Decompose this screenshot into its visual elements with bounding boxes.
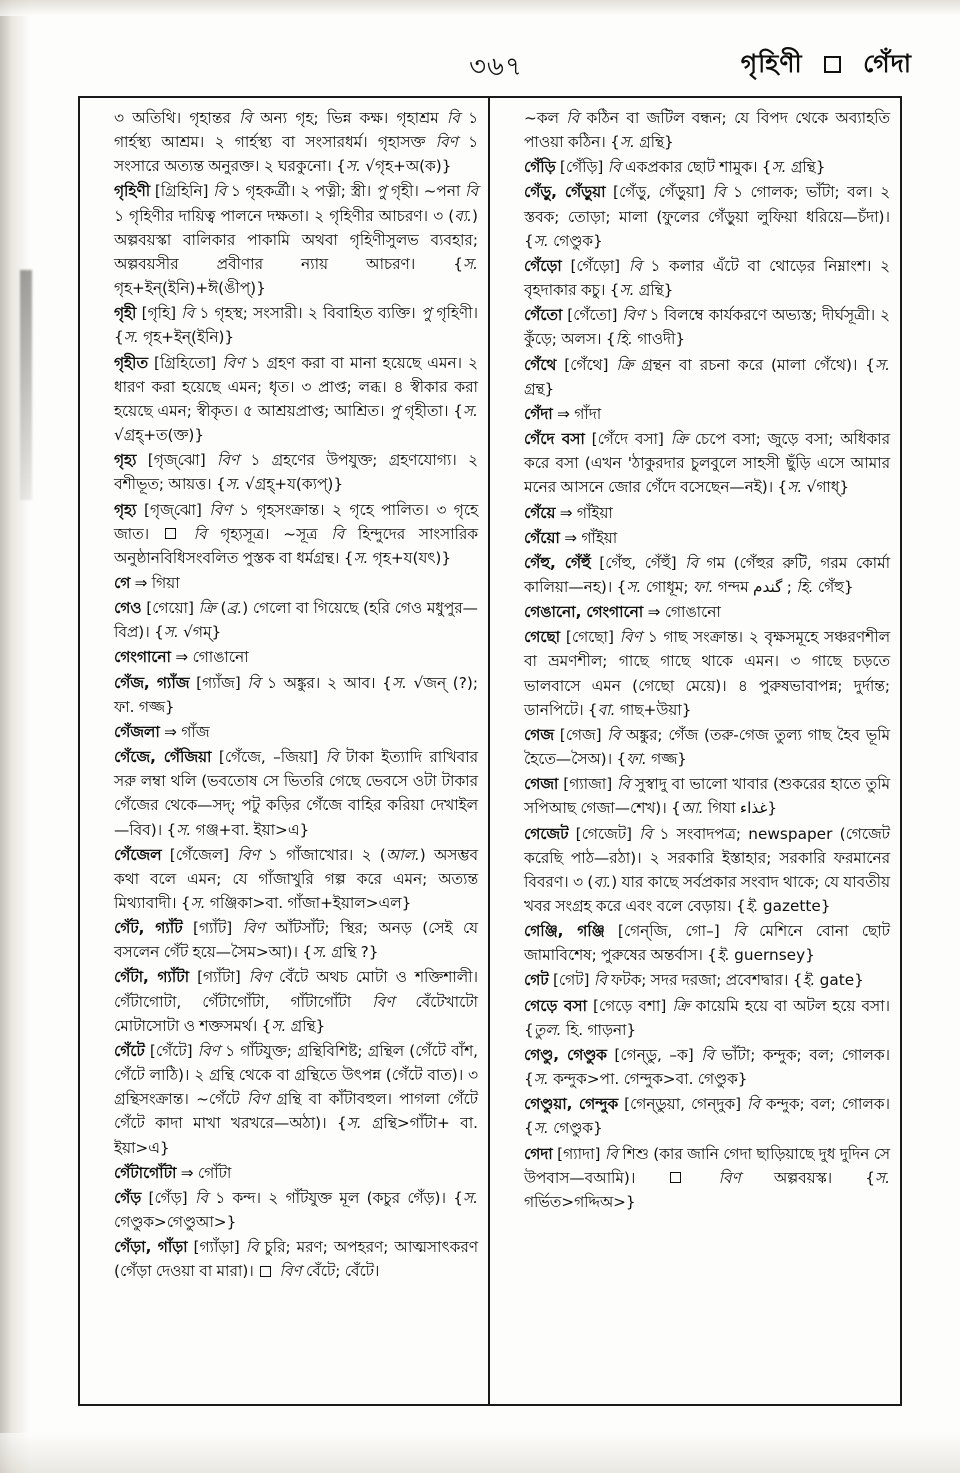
dictionary-entry: গেঁড়ু, গেঁড়ুয়া [গেঁড়ু, গেঁড়ুয়া] বি ১ গোলক; ভাঁটা; বল। ২ স্তবক; তোড়া; মালা (ফুলের গেঁড়ুয়া লুফিয়া ধরিয়ে—চঁদা)। {স. গেণ্ডুক}	[524, 183, 891, 250]
dictionary-entry: গেঁজেল [গেঁজেল] বিণ ১ গাঁজাখোর। ২ (আল.) অসম্ভব কথা বলে এমন; যে গাঁজাখুরি গল্প করে এমন; অত্যন্ত মিথ্যাবাদী। {স. গঞ্জিকা>বা. গাঁজা+ইয়াল>এল}	[114, 845, 479, 912]
dictionary-entry: গেঁদে বসা [গেঁদে বসা] ক্রি চেপে বসা; জুড়ে বসা; অধিকার করে বসা (এখন 'ঠাকুরদার চুলবুলে সাহসী ছুঁড়ি এসে আমার মনের আসনে জোর গেঁদে বসেছেন—নই)। {স. √গাধ্}	[524, 430, 891, 497]
dictionary-entry: গে ⇒ গিয়া	[114, 573, 180, 592]
page-number: ৩৬৭	[469, 52, 523, 82]
dictionary-entry: গেঁয়ে ⇒ গাঁইয়া	[524, 503, 613, 522]
dictionary-entry: গেঁড়ি [গেঁড়ি] বি একপ্রকার ছোট শামুক। {স. গ্রন্থি}	[524, 158, 826, 177]
dictionary-entry: গেংগানো ⇒ গোঙানো	[114, 648, 249, 667]
dictionary-entry: ৩ অতিথি। গৃহান্তর বি অন্য গৃহ; ভিন্ন কক্ষ। গৃহাশ্রম বি ১ গার্হস্থ্য আশ্রম। ২ গার্হস্থ্য বা সংসারধর্ম। গৃহাসক্ত বিণ ১ সংসারে অত্যন্ত অনুরক্ত। ২ ঘরকুনো। {স. √গৃহ+অ(ক)}	[114, 109, 479, 176]
dictionary-entry: গেঁড়ো [গেঁড়ো] বি ১ কলার এঁটে বা থোড়ের নিম্নাংশ। ২ বৃহদাকার কচু। {স. গ্রন্থি}	[524, 256, 890, 300]
dictionary-entry: গৃহিণী [গ্রিহিনি] বি ১ গৃহকর্ত্রী। ২ পত্নী; স্ত্রী। পু গৃহী। ~পনা বি ১ গৃহিণীর দায়িত্ব পালনে দক্ষতা। ২ গৃহিণীর আচরণ। ৩ (ব্য.) অল্পবয়স্কা বালিকার পাকামি অথবা গৃহিণীসুলভ ব্যবহার; অল্পবয়সীর প্রবীণার ন্যায় আচরণ। {স. গৃহ+ইন্(ইনি)+ঈ(ঙীপ্)}	[114, 182, 478, 298]
dictionary-entry: গেদা [গ্যাদা] বি শিশু (কার জানি গেদা ছাড়িয়াছে দুধ দুদিন সে উপবাস—বআমি)। বিণ অল্পবয়স্ক। {স. গর্ভিত>গদ্দিঅ>}	[524, 1144, 891, 1211]
column-right	[490, 98, 900, 1404]
dictionary-entry: গেঁতো [গেঁতো] বিণ ১ বিলম্বে কার্যকরণে অভ্যস্ত; দীর্ঘসূত্রী। ২ কুঁড়ে; অলস। {হি. গাওদী}	[524, 306, 890, 349]
dictionary-entry: গৃহীত [গ্রিহিতো] বিণ ১ গ্রহণ করা বা মানা হয়েছে এমন। ২ ধারণ করা হয়েছে এমন; ধৃত। ৩ প্রাপ্ত; লব্ধ। ৪ স্বীকার করা হয়েছে এমন; স্বীকৃত। ৫ আশ্রয়প্রাপ্ত; আশ্রিত। পু গৃহীতা। {স. √গ্রহ্+ত(ক্ত)}	[114, 353, 478, 445]
running-head	[741, 44, 912, 87]
dictionary-entry: গেঁটে [গেঁটে] বিণ ১ গাঁটযুক্ত; গ্রন্থিবিশিষ্ট; গ্রন্থিল (গেঁটে বাঁশ, গেঁটে লাঠি)। ২ গ্রন্থি থেকে বা গ্রন্থিতে উৎপন্ন (গেঁটে বাত)। ৩ গ্রন্থিসংক্রান্ত। ~গেঁটে বিণ গ্রন্থি বা কাঁটাবহুল। পাগলা গেঁটে গেঁটে কাদা মাখা খরখরে—অঠা)। {স. গ্রন্থি>গাঁটা+ বা. ইয়া>এ}	[114, 1041, 478, 1157]
dictionary-entry: ~কল বি কঠিন বা জটিল বন্ধন; যে বিপদ থেকে অব্যাহতি পাওয়া কঠিন। {স. গ্রন্থি}	[524, 109, 890, 152]
square-box-icon	[824, 56, 841, 73]
dictionary-entry: গেঙানো, গেংগানো ⇒ গোঙানো	[524, 603, 721, 622]
dictionary-entry: গেঁটা, গ্যাঁটা [গ্যাঁটা] বিণ বেঁটে অথচ মোটা ও শক্তিশালী। গেঁটাগোটা, গেঁটাগোঁটা, গাঁটাগোঁটা বিণ বেঁটেখাটো মোটাসোটা ও শক্তসমর্থ। {স. গ্রন্থি}	[114, 968, 478, 1035]
two-column-body	[78, 96, 902, 1406]
dictionary-entry: গেঁজ, গ্যাঁজ [গ্যাঁজ] বি ১ অঙ্কুর। ২ আব। {স. √জন্ (?); ফা. গজ্জ}	[114, 673, 478, 716]
dictionary-entry: গেঁথে [গেঁথে] ক্রি গ্রন্থন বা রচনা করে (মালা গেঁথে)। {স. গ্রন্থ}	[524, 355, 890, 398]
dictionary-entry: গেঁটাগোঁটা ⇒ গোঁটা	[114, 1163, 232, 1182]
dictionary-entry: গেঁড়া, গাঁড়া [গ্যাঁড়া] বি চুরি; মরণ; অপহরণ; আত্মসাৎকরণ (গেঁড়া দেওয়া বা মারা)। বিণ বেঁটে; বেঁটে।	[114, 1238, 478, 1281]
dictionary-entry: গেঞ্জি, গঞ্জি [গেন্‌জি, গো–] বি মেশিনে বোনা ছোট জামাবিশেষ; পুরুষের অন্তর্বাস। {ই. guernsey}	[524, 922, 890, 965]
dictionary-entry: গেড়ে বসা [গেড়ে বশা] ক্রি কায়েমি হয়ে বা অটল হয়ে বসা। {তুল. হি. গাড়না}	[524, 996, 891, 1039]
dictionary-entry: গেঁদা ⇒ গাঁদা	[524, 404, 602, 423]
dictionary-entry: গৃহ্য [গৃজ্‌ঝো] বিণ ১ গ্রহণের উপযুক্ত; গ্রহণযোগ্য। ২ বশীভূত; আয়ত্ত। {স. √গ্রহ্+য(ক্যপ্)}	[114, 451, 479, 494]
dictionary-entry: গেণ্ডু, গেণ্ডুক [গেন্‌ডু, –ক] বি ভাঁটা; কন্দুক; বল; গোলক। {স. কন্দুক>পা. গেন্দুক>বা. গেণ্ডুক}	[524, 1045, 890, 1089]
dictionary-entry: গেঁয়ো ⇒ গাঁইয়া	[524, 528, 618, 547]
dictionary-entry: গেঁজলা ⇒ গাঁজ	[114, 722, 210, 741]
scan-edge-top	[0, 0, 960, 16]
dictionary-entry: গেজেট [গেজেট] বি ১ সংবাদপত্র; newspaper (গেজেট করেছি পাঠ—রঠা)। ২ সরকারি ইস্তাহার; সরকারি ফরমানের বিবরণ। ৩ (ব্য.) যার কাছে সর্বপ্রকার সংবাদ থাকে; যে যাবতীয় খবর সংগ্রহ করে এবং বলে বেড়ায়। {ই. gazette}	[524, 824, 891, 915]
column-left	[80, 98, 490, 1404]
scan-artifact	[20, 270, 32, 500]
dictionary-entry: গেঁট, গ্যাঁট [গ্যাঁট] বিণ আঁটসাঁট; স্থির; অনড় (সেই যে বসলেন গেঁট হয়ে—সৈম>আ)। {স. গ্রন্থি ?}	[114, 919, 478, 962]
dictionary-entry: গেণ্ডুয়া, গেন্দুক [গেন্‌ডুয়া, গেন্‌দুক] বি কন্দুক; বল; গোলক। {স. গেণ্ডুক}	[524, 1095, 890, 1138]
dictionary-entry: গেঁড় [গেঁড়] বি ১ কন্দ। ২ গাঁটযুক্ত মূল (কচুর গেঁড়)। {স. গেণ্ডুক>গেণ্ডুআ>}	[114, 1188, 478, 1232]
running-head-left: গৃহিণী	[740, 49, 803, 78]
scan-edge-bottom	[0, 1433, 960, 1473]
dictionary-entry: গেছো [গেছো] বিণ ১ গাছ সংক্রান্ত। ২ বৃক্ষসমূহে সঞ্চরণশীল বা ভ্রমণশীল; গাছে গাছে থাকে এমন। ৩ গাছে চড়তে ভালবাসে এমন (গেছো মেয়ে)। ৪ পুরুষভাবাপন্ন; দুর্দান্ত; ডানপিটে। {বা. গাছ+উয়া}	[524, 628, 891, 719]
running-head-right: গেঁদা	[863, 49, 912, 78]
dictionary-entry: গৃহ্য [গৃজ্‌ঝো] বিণ ১ গৃহসংক্রান্ত। ২ গৃহে পালিত। ৩ গৃহে জাত। বি গৃহ্যসূত্র। ~সূত্র বি হিন্দুদের সাংসারিক অনুষ্ঠানবিধিসংবলিত পুস্তক বা ধর্মগ্রন্থ। {স. গৃহ+য(যৎ)}	[114, 500, 479, 567]
dictionary-entry: গেজা [গ্যাজা] বি সুস্বাদু বা ভালো খাবার (শুকরের হাতে তুমি সপিআছ গেজা—শেখ)। {আ. গিযা غذاء}	[524, 775, 890, 818]
dictionary-entry: গেও [গেয়ো] ক্রি (ব্র.) গেলো বা গিয়েছে (হরি গেও মধুপুর—বিপ্র)। {স. √গম্}	[114, 599, 478, 642]
dictionary-entry: গৃহী [গৃহি] বি ১ গৃহস্থ; সংসারী। ২ বিবাহিত ব্যক্তি। পু গৃহিণী। {স. গৃহ+ইন্(ইনি)}	[114, 304, 478, 347]
page-header	[80, 46, 912, 86]
dictionary-entry: গেট [গেট] বি ফটক; সদর দরজা; প্রবেশদ্বার। {ই. gate}	[524, 971, 864, 990]
dictionary-entry: গেজ [গেজ] বি অঙ্কুর; গেঁজ (তরু-গেজ তুল্য গাছ হৈব ভূমি হৈতে—সৈঅ)। {ফা. গজ্জ}	[524, 725, 890, 769]
dictionary-entry: গেঁজে, গেঁজিয়া [গেঁজে, –জিয়া] বি টাকা ইত্যাদি রাখিবার সরু লম্বা থলি (ভবতোষ সে ভিতরি গেছে ভেবসে ওটা টাকার গেঁজের থেকে—সদ্‌; পটু কড়ির গেঁজে বাহির করিয়া দেখাইল—বিব)। {স. গঞ্জ+বা. ইয়া>এ}	[114, 748, 478, 839]
scan-edge-shadow	[0, 0, 30, 1473]
dictionary-entry: গেঁহু, গেঁহুঁ [গেঁহু, গেঁহুঁ] বি গম (গেঁহুর রুটি, গরম কোর্মা কালিয়া—নহ)। {স. গোধূম; ফা. গন্দম گندم ; হি. গেঁহু}	[524, 553, 891, 596]
